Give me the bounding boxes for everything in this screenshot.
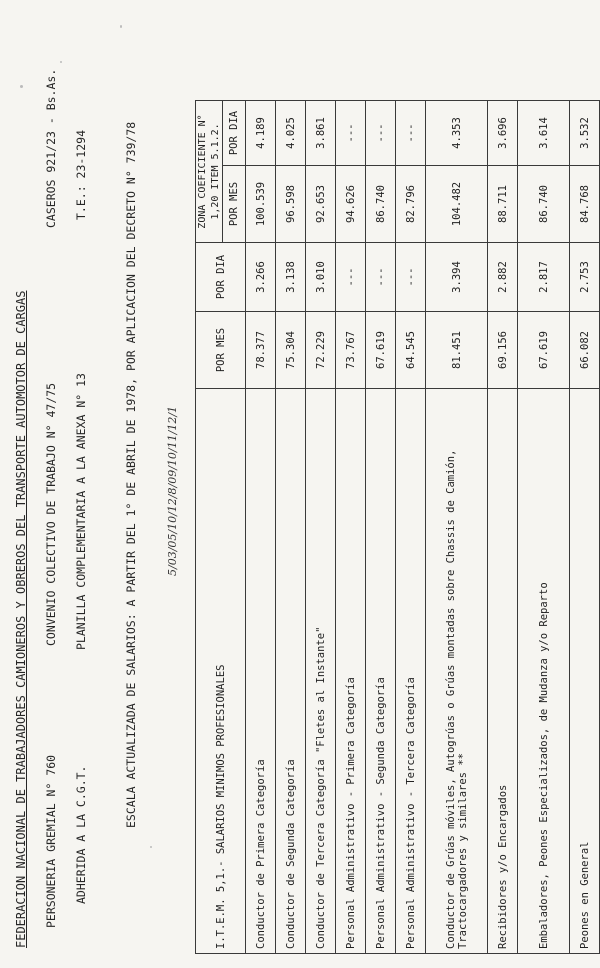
cell-zona-por-mes: 96.598 [276,166,306,243]
cell-por-dia: 3.394 [426,243,488,312]
header-por-dia: POR DIA [196,243,246,312]
cell-por-mes: 75.304 [276,312,306,389]
cell-zona-por-mes: 86.740 [518,166,570,243]
table-row [366,101,396,954]
table-row [570,101,600,954]
cell-por-dia: 2.753 [570,243,600,312]
header-por-mes: POR MES [196,312,246,389]
cell-por-mes: 66.082 [570,312,600,389]
planilla-complementaria: PLANILLA COMPLEMENTARIA A LA ANEXA N° 13 [74,373,88,650]
table-header-row [196,101,223,954]
header-zona-por-dia: POR DIA [223,101,246,166]
address: CASEROS 921/23 - Bs.As. [44,68,58,228]
cell-por-mes: 72.229 [306,312,336,389]
scan-speck [150,846,152,848]
row-label: Conductor de Tercera Categoría "Fletes al Instante" [306,389,336,954]
row-label: Conductor de Grúas móviles, Autogrúas o Grúas montadas sobre Chassis de Camión, Tractocargadores y similares ** [426,389,488,954]
table-row [488,101,518,954]
cell-zona-por-dia: --- [336,101,366,166]
cell-por-dia: --- [366,243,396,312]
header-zona-por-mes: POR MES [223,166,246,243]
cell-por-dia: 2.882 [488,243,518,312]
personeria-gremial: PERSONERIA GREMIAL N° 760 [44,754,58,928]
row-label: Conductor de Primera Categoría [246,389,276,954]
telephone: T.E.: 23-1294 [74,129,88,220]
table-row [518,101,570,954]
cell-zona-por-mes: 92.653 [306,166,336,243]
cell-zona-por-mes: 88.711 [488,166,518,243]
cell-zona-por-mes: 82.796 [396,166,426,243]
cell-zona-por-dia: 3.614 [518,101,570,166]
cell-por-mes: 69.156 [488,312,518,389]
cell-por-mes: 78.377 [246,312,276,389]
adherida-cgt: ADHERIDA A LA C.G.T. [74,765,88,904]
row-label: Personal Administrativo - Segunda Categoría [366,389,396,954]
cell-zona-por-mes: 86.740 [366,166,396,243]
cell-por-mes: 64.545 [396,312,426,389]
cell-por-dia: --- [336,243,366,312]
scan-speck [20,85,23,88]
row-label: Personal Administrativo - Tercera Categoría [396,389,426,954]
cell-zona-por-dia: 4.025 [276,101,306,166]
scan-speck [120,25,122,28]
salary-table [195,100,600,954]
table-row [306,101,336,954]
cell-por-mes: 67.619 [366,312,396,389]
table-row [426,101,488,954]
cell-por-mes: 73.767 [336,312,366,389]
escala-actualizada: ESCALA ACTUALIZADA DE SALARIOS: A PARTIR DEL 1° DE ABRIL DE 1978, POR APLICACION DEL DECRETO N° 739/78 [124,121,138,828]
cell-por-mes: 67.619 [518,312,570,389]
row-label: Personal Administrativo - Primera Categoría [336,389,366,954]
cell-zona-por-dia: 4.353 [426,101,488,166]
cell-zona-por-mes: 94.626 [336,166,366,243]
cell-zona-por-dia: 3.532 [570,101,600,166]
table-row [396,101,426,954]
cell-zona-por-dia: --- [366,101,396,166]
scan-speck [60,61,62,63]
header-zona-coeficiente: ZONA COEFICIENTE N° 1,20 ITEM 5.1.2. [196,101,223,243]
cell-zona-por-dia: 3.696 [488,101,518,166]
cell-zona-por-dia: --- [396,101,426,166]
cell-zona-por-mes: 84.768 [570,166,600,243]
cell-por-mes: 81.451 [426,312,488,389]
cell-zona-por-mes: 104.482 [426,166,488,243]
table-row [276,101,306,954]
row-label: Recibidores y/o Encargados [488,389,518,954]
row-label: Embaladores, Peones Especializados, de Mudanza y/o Reparto [518,389,570,954]
table-row [246,101,276,954]
cell-por-dia: 2.817 [518,243,570,312]
cell-por-dia: 3.138 [276,243,306,312]
cell-por-dia: 3.010 [306,243,336,312]
row-label: Peones en General [570,389,600,954]
cell-por-dia: 3.266 [246,243,276,312]
handwritten-annotation: 5/03/05/10/12/8/09/10/11/12/1 [166,405,179,576]
convenio-colectivo: CONVENIO COLECTIVO DE TRABAJO N° 47/75 [44,382,58,646]
cell-por-dia: --- [396,243,426,312]
cell-zona-por-dia: 4.189 [246,101,276,166]
row-label: Conductor de Segunda Categoría [276,389,306,954]
cell-zona-por-mes: 100.539 [246,166,276,243]
header-salarios: I.T.E.M. 5,1.- SALARIOS MINIMOS PROFESIONALES [196,389,246,954]
table-row [336,101,366,954]
document-title: FEDERACION NACIONAL DE TRABAJADORES CAMIONEROS Y OBREROS DEL TRANSPORTE AUTOMOTOR DE CARGAS [14,290,28,948]
cell-zona-por-dia: 3.861 [306,101,336,166]
